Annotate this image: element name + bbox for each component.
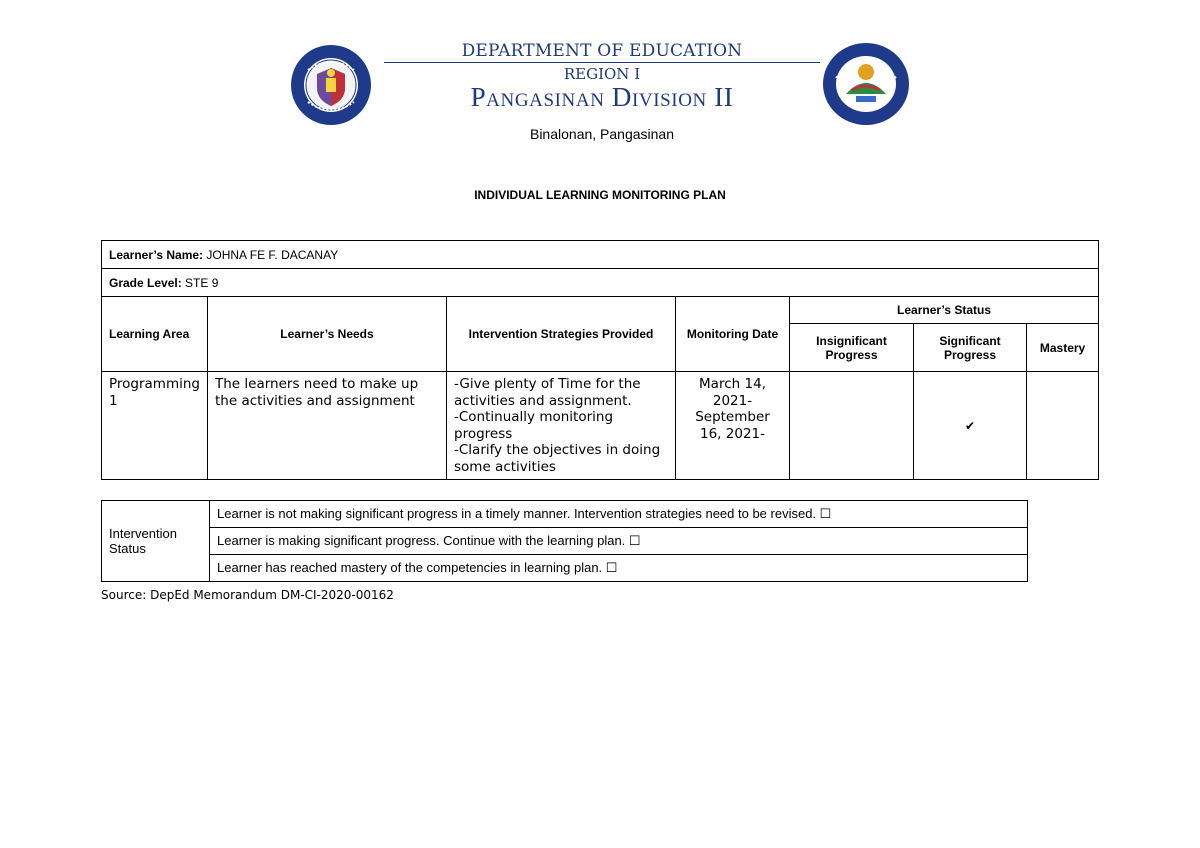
pangasinan-division-seal-logo bbox=[822, 42, 910, 126]
mastery-header: Mastery bbox=[1027, 324, 1099, 372]
division-heading: Pangasinan Division II bbox=[470, 82, 734, 112]
intervention-status-table bbox=[101, 500, 1028, 582]
status-option-continue[interactable]: Learner is making significant progress. Continue with the learning plan. ☐ bbox=[210, 528, 1028, 555]
mastery-cell bbox=[1027, 372, 1099, 480]
learning-area-cell: Programming 1 bbox=[102, 372, 208, 480]
strategy-item: -Continually monitoring progress bbox=[454, 409, 614, 442]
region-heading: REGION I bbox=[563, 65, 641, 83]
grade-level-value: STE 9 bbox=[185, 275, 219, 290]
learners-needs-cell: The learners need to make up the activities and assignment bbox=[208, 372, 447, 480]
insignificant-progress-cell bbox=[790, 372, 914, 480]
learner-name-label: Learner’s Name: bbox=[109, 247, 204, 262]
intervention-strategies-header: Intervention Strategies Provided bbox=[447, 297, 676, 372]
deped-seal-logo bbox=[290, 44, 372, 126]
learners-status-header: Learner’s Status bbox=[790, 297, 1099, 324]
intervention-strategies-cell bbox=[447, 372, 676, 480]
town-subheading: Binalonan, Pangasinan bbox=[529, 126, 674, 142]
significant-progress-cell bbox=[914, 372, 1027, 480]
learning-area-header: Learning Area bbox=[102, 297, 208, 372]
document-title: INDIVIDUAL LEARNING MONITORING PLAN bbox=[474, 188, 726, 202]
significant-progress-header: Significant Progress bbox=[914, 324, 1027, 372]
intervention-status-label: Intervention Status bbox=[102, 501, 210, 582]
monitoring-date-cell: March 14, 2021- September 16, 2021- bbox=[676, 372, 790, 480]
strategy-item: -Clarify the objectives in doing some activities bbox=[454, 442, 661, 475]
source-note: Source: DepEd Memorandum DM-CI-2020-00162 bbox=[101, 588, 394, 602]
status-option-revise[interactable]: Learner is not making significant progress in a timely manner. Intervention strategies need to be revised. ☐ bbox=[210, 501, 1028, 528]
department-heading: DEPARTMENT OF EDUCATION bbox=[461, 41, 743, 61]
monitoring-date-header: Monitoring Date bbox=[676, 297, 790, 372]
strategy-item: -Give plenty of Time for the activities and assignment. bbox=[454, 376, 641, 409]
monitoring-plan-table bbox=[101, 240, 1099, 480]
insignificant-progress-header: Insignificant Progress bbox=[790, 324, 914, 372]
status-option-mastery[interactable]: Learner has reached mastery of the competencies in learning plan. ☐ bbox=[210, 555, 1028, 582]
learner-name-value: JOHNA FE F. DACANAY bbox=[206, 247, 339, 262]
header-divider bbox=[384, 62, 820, 63]
grade-level-row bbox=[102, 269, 1099, 297]
learner-name-row bbox=[102, 241, 1099, 269]
learners-needs-header: Learner’s Needs bbox=[208, 297, 447, 372]
grade-level-label: Grade Level: bbox=[109, 275, 182, 290]
check-mark-icon: ✔ bbox=[964, 418, 976, 433]
